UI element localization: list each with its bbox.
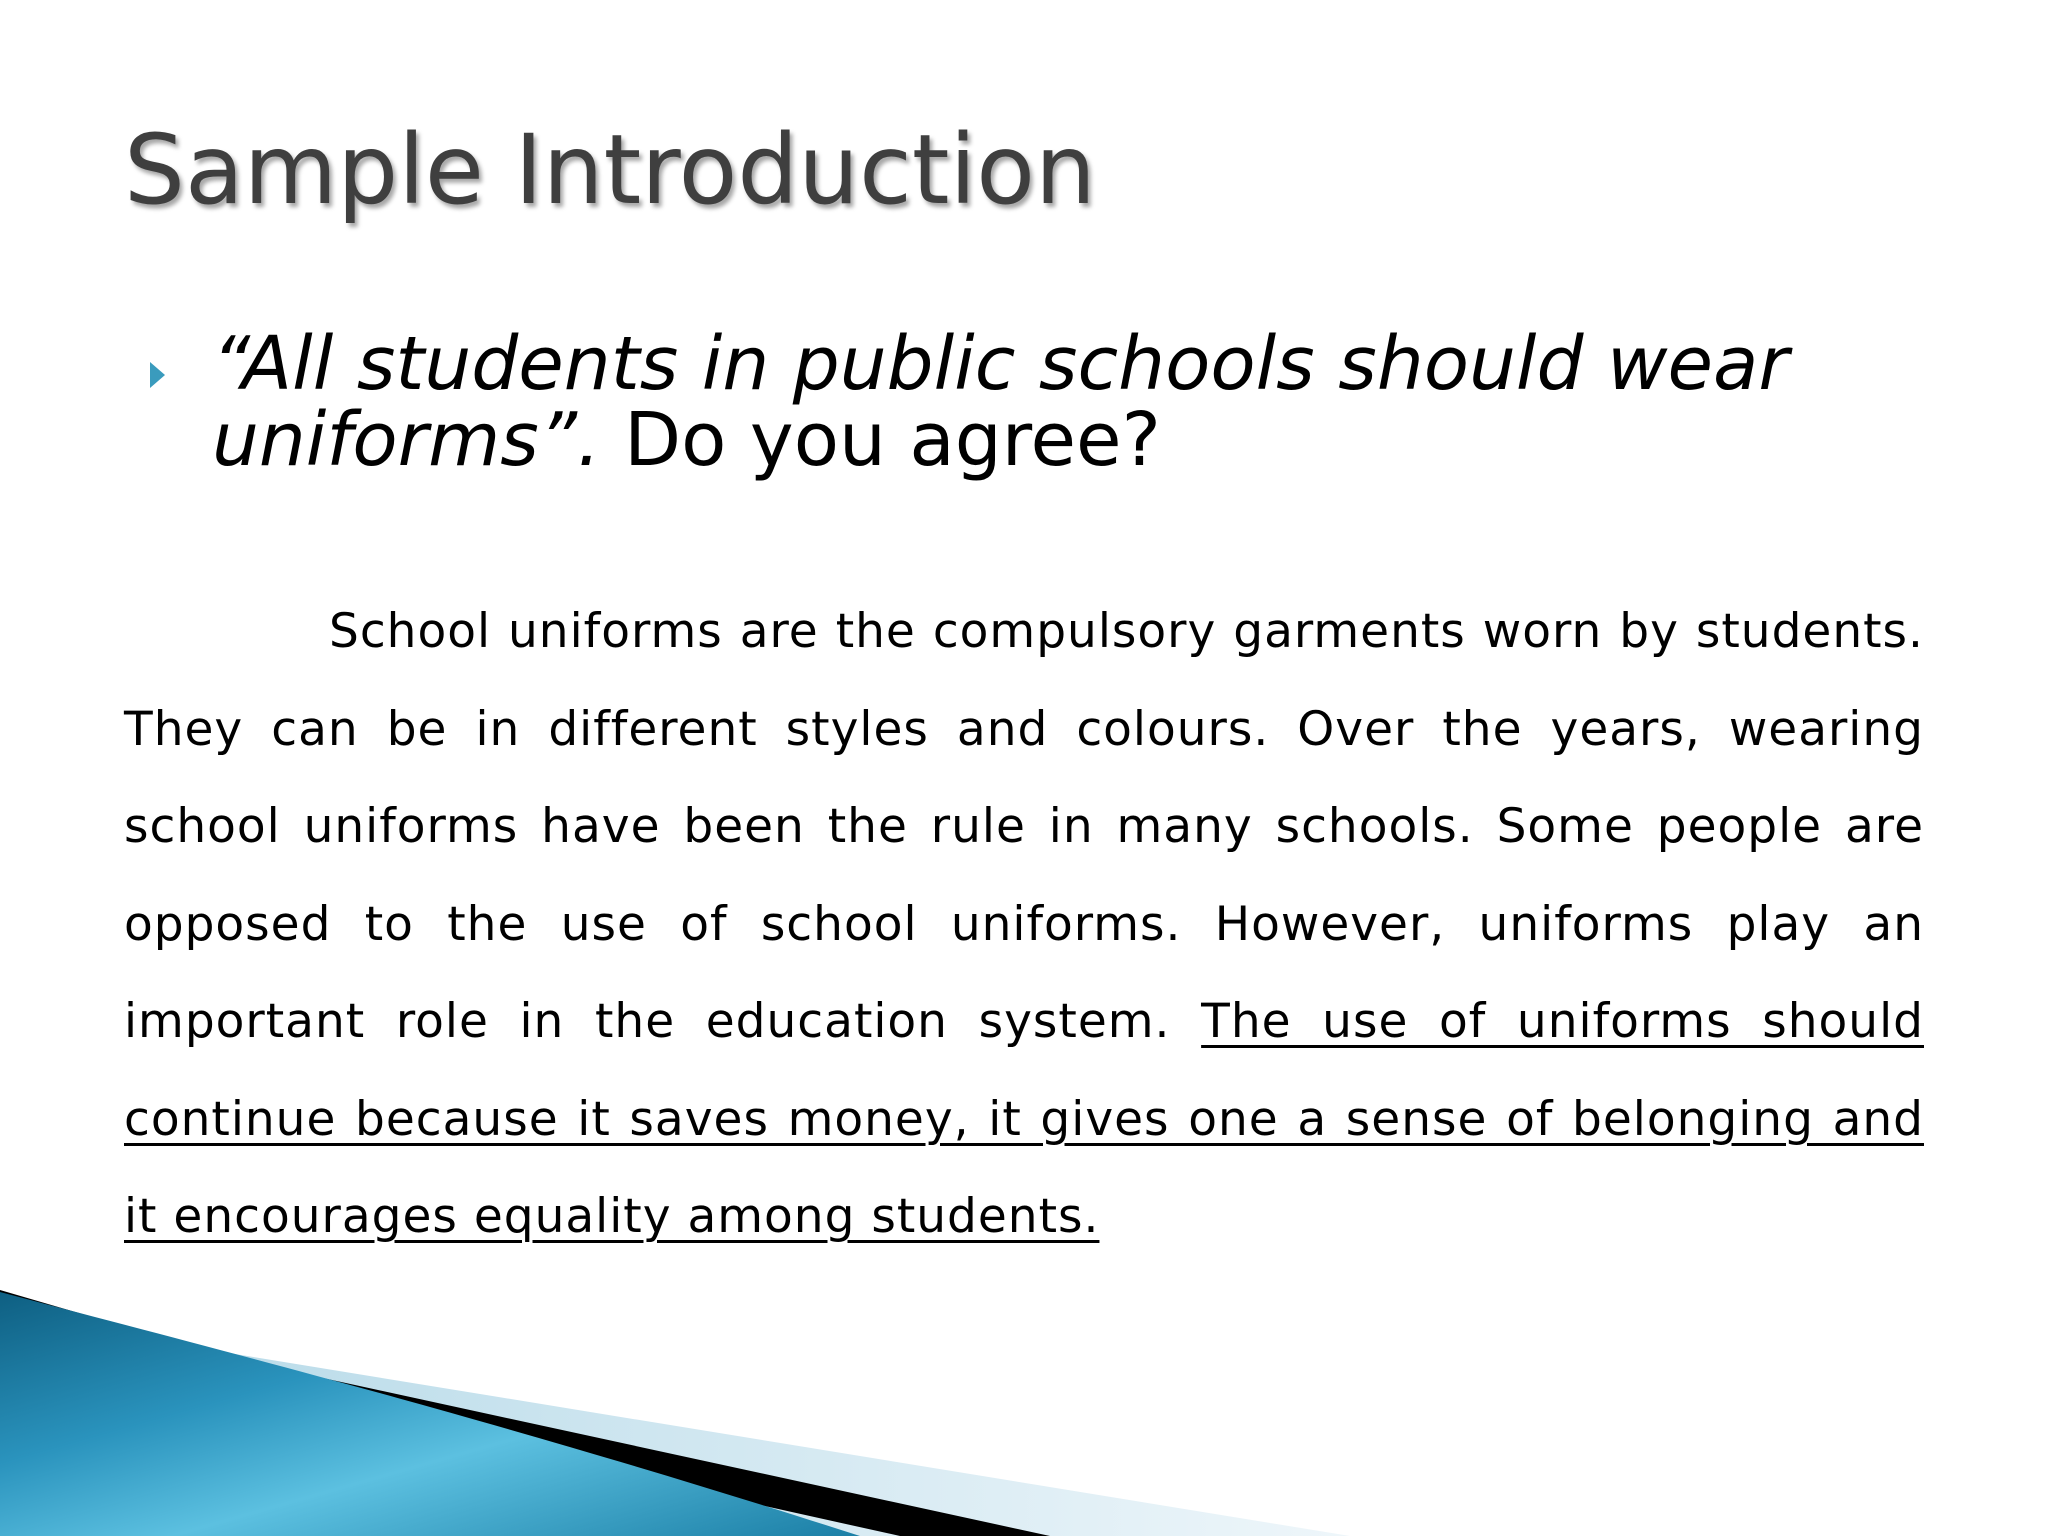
question-text: Do you agree? xyxy=(600,397,1161,483)
slide-title: Sample Introduction xyxy=(124,114,1096,226)
introduction-text: School uniforms are the compulsory garments worn by students. They can be in different styles and colours. Over the years, wearing school uniforms have been the rule in many schools. Some people are opposed to the use of school uniforms. However, uniforms play an important role in the education system. xyxy=(124,604,1924,1049)
blue-swoosh-shape xyxy=(0,1292,860,1536)
light-swoosh-shape xyxy=(180,1345,1350,1536)
quoted-statement: “All students in public schools should wear uniforms”. xyxy=(212,321,1789,483)
bullet-arrow-icon xyxy=(150,362,165,388)
thesis-statement: The use of uniforms should continue because it saves money, it gives one a sense of belonging and it encourages equality among students. xyxy=(124,994,1924,1244)
bullet-text xyxy=(212,321,1932,483)
black-stripe-shape xyxy=(0,1290,1050,1536)
introduction-paragraph xyxy=(124,583,1924,1266)
